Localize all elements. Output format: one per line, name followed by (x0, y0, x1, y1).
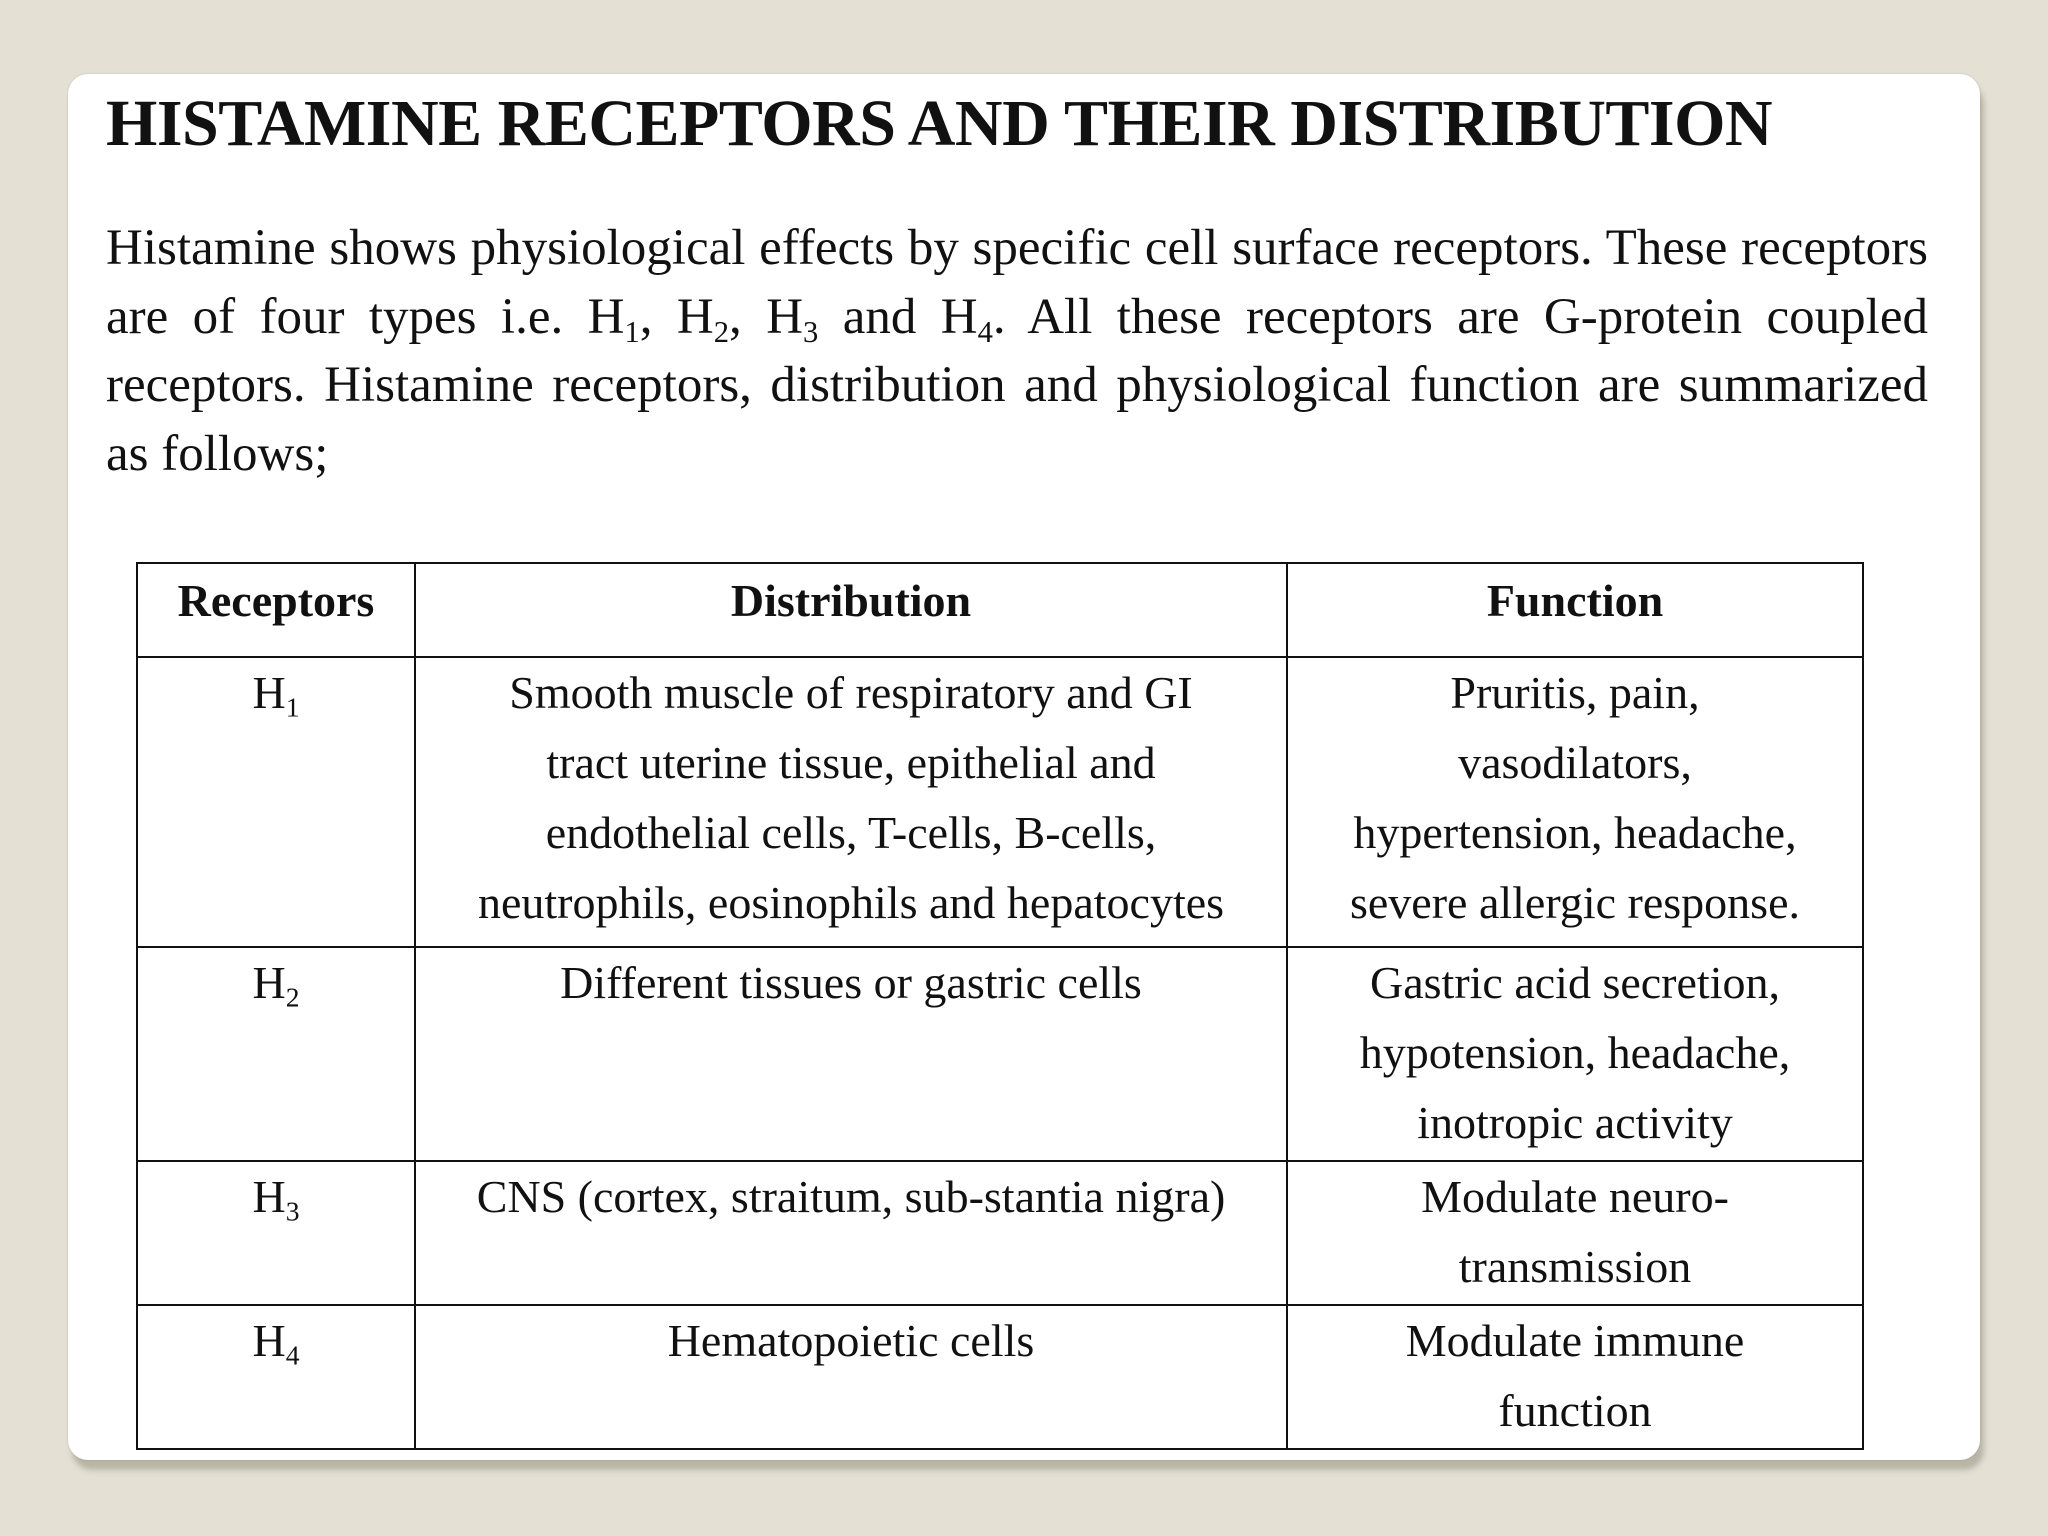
intro-h4-letter: H (940, 288, 978, 345)
function-line: hypotension, headache, (1359, 1027, 1791, 1078)
receptor-sub: 1 (285, 691, 300, 723)
intro-h4-sub: 4 (977, 314, 993, 349)
distribution-line: CNS (cortex, straitum, sub-stantia nigra) (476, 1171, 1226, 1222)
function-line: vasodilators, (1458, 737, 1692, 788)
function-cell (1287, 657, 1863, 947)
function-line: function (1498, 1385, 1652, 1436)
intro-h2-letter: H (676, 288, 714, 345)
function-line: Pruritis, pain, (1450, 667, 1700, 718)
receptor-table-container (136, 562, 1862, 1450)
table-row (137, 1161, 1863, 1305)
intro-h3-letter: H (766, 288, 804, 345)
distribution-line: neutrophils, eosinophils and hepatocytes (477, 877, 1225, 928)
receptor-letter: H (252, 1171, 286, 1222)
table-header-row (137, 563, 1863, 657)
function-line: Gastric acid secretion, (1370, 957, 1780, 1008)
function-line: hypertension, headache, (1353, 807, 1797, 858)
distribution-line: Smooth muscle of respiratory and GI (509, 667, 1193, 718)
function-line: Modulate immune (1405, 1315, 1745, 1366)
function-cell (1287, 1305, 1863, 1449)
intro-sep-2: , (729, 288, 767, 345)
function-line: severe allergic response. (1349, 877, 1800, 928)
intro-text-2: . All these receptors are G-protein coupled receptors. Histamine receptors, distribution and physiological function are summarized as follows; (106, 288, 1928, 482)
receptor-sub: 4 (285, 1339, 300, 1371)
slide (68, 74, 1980, 1460)
intro-text-1: Histamine shows physiological effects by specific cell surface receptors. These receptors are of four types i.e. (106, 220, 1928, 345)
intro-h2 (676, 288, 730, 349)
function-line: transmission (1458, 1241, 1692, 1292)
distribution-cell (415, 1305, 1287, 1449)
table-row (137, 1305, 1863, 1449)
distribution-line: tract uterine tissue, epithelial and (546, 737, 1156, 788)
receptor-cell (137, 657, 415, 947)
function-line: inotropic activity (1417, 1097, 1733, 1148)
table-row (137, 657, 1863, 947)
function-cell (1287, 1161, 1863, 1305)
header-function: Function (1287, 563, 1863, 657)
receptor-letter: H (252, 957, 286, 1008)
table-row (137, 947, 1863, 1161)
header-receptors: Receptors (137, 563, 415, 657)
slide-title: HISTAMINE RECEPTORS AND THEIR DISTRIBUTION (106, 87, 1773, 160)
distribution-cell (415, 1161, 1287, 1305)
distribution-line: Different tissues or gastric cells (560, 957, 1142, 1008)
intro-sep-1: , (639, 288, 677, 345)
distribution-line: Hematopoietic cells (667, 1315, 1035, 1366)
receptor-cell (137, 1305, 415, 1449)
header-distribution: Distribution (415, 563, 1287, 657)
intro-paragraph (106, 214, 1928, 488)
intro-h3-sub: 3 (803, 314, 819, 349)
receptor-letter: H (252, 1315, 286, 1366)
intro-h1-sub: 1 (624, 314, 640, 349)
intro-h1 (587, 288, 640, 349)
receptor-sub: 2 (285, 981, 300, 1013)
receptor-sub: 3 (285, 1195, 300, 1227)
receptor-cell (137, 1161, 415, 1305)
receptor-table (136, 562, 1864, 1450)
function-line: Modulate neuro- (1421, 1171, 1729, 1222)
distribution-line: endothelial cells, T-cells, B-cells, (545, 807, 1157, 858)
receptor-letter: H (252, 667, 286, 718)
receptor-cell (137, 947, 415, 1161)
function-cell (1287, 947, 1863, 1161)
distribution-cell (415, 657, 1287, 947)
intro-h1-letter: H (587, 288, 625, 345)
intro-sep-3: and (818, 288, 941, 345)
intro-h2-sub: 2 (713, 314, 730, 349)
intro-h4 (940, 288, 993, 349)
distribution-cell (415, 947, 1287, 1161)
intro-h3 (766, 288, 819, 349)
